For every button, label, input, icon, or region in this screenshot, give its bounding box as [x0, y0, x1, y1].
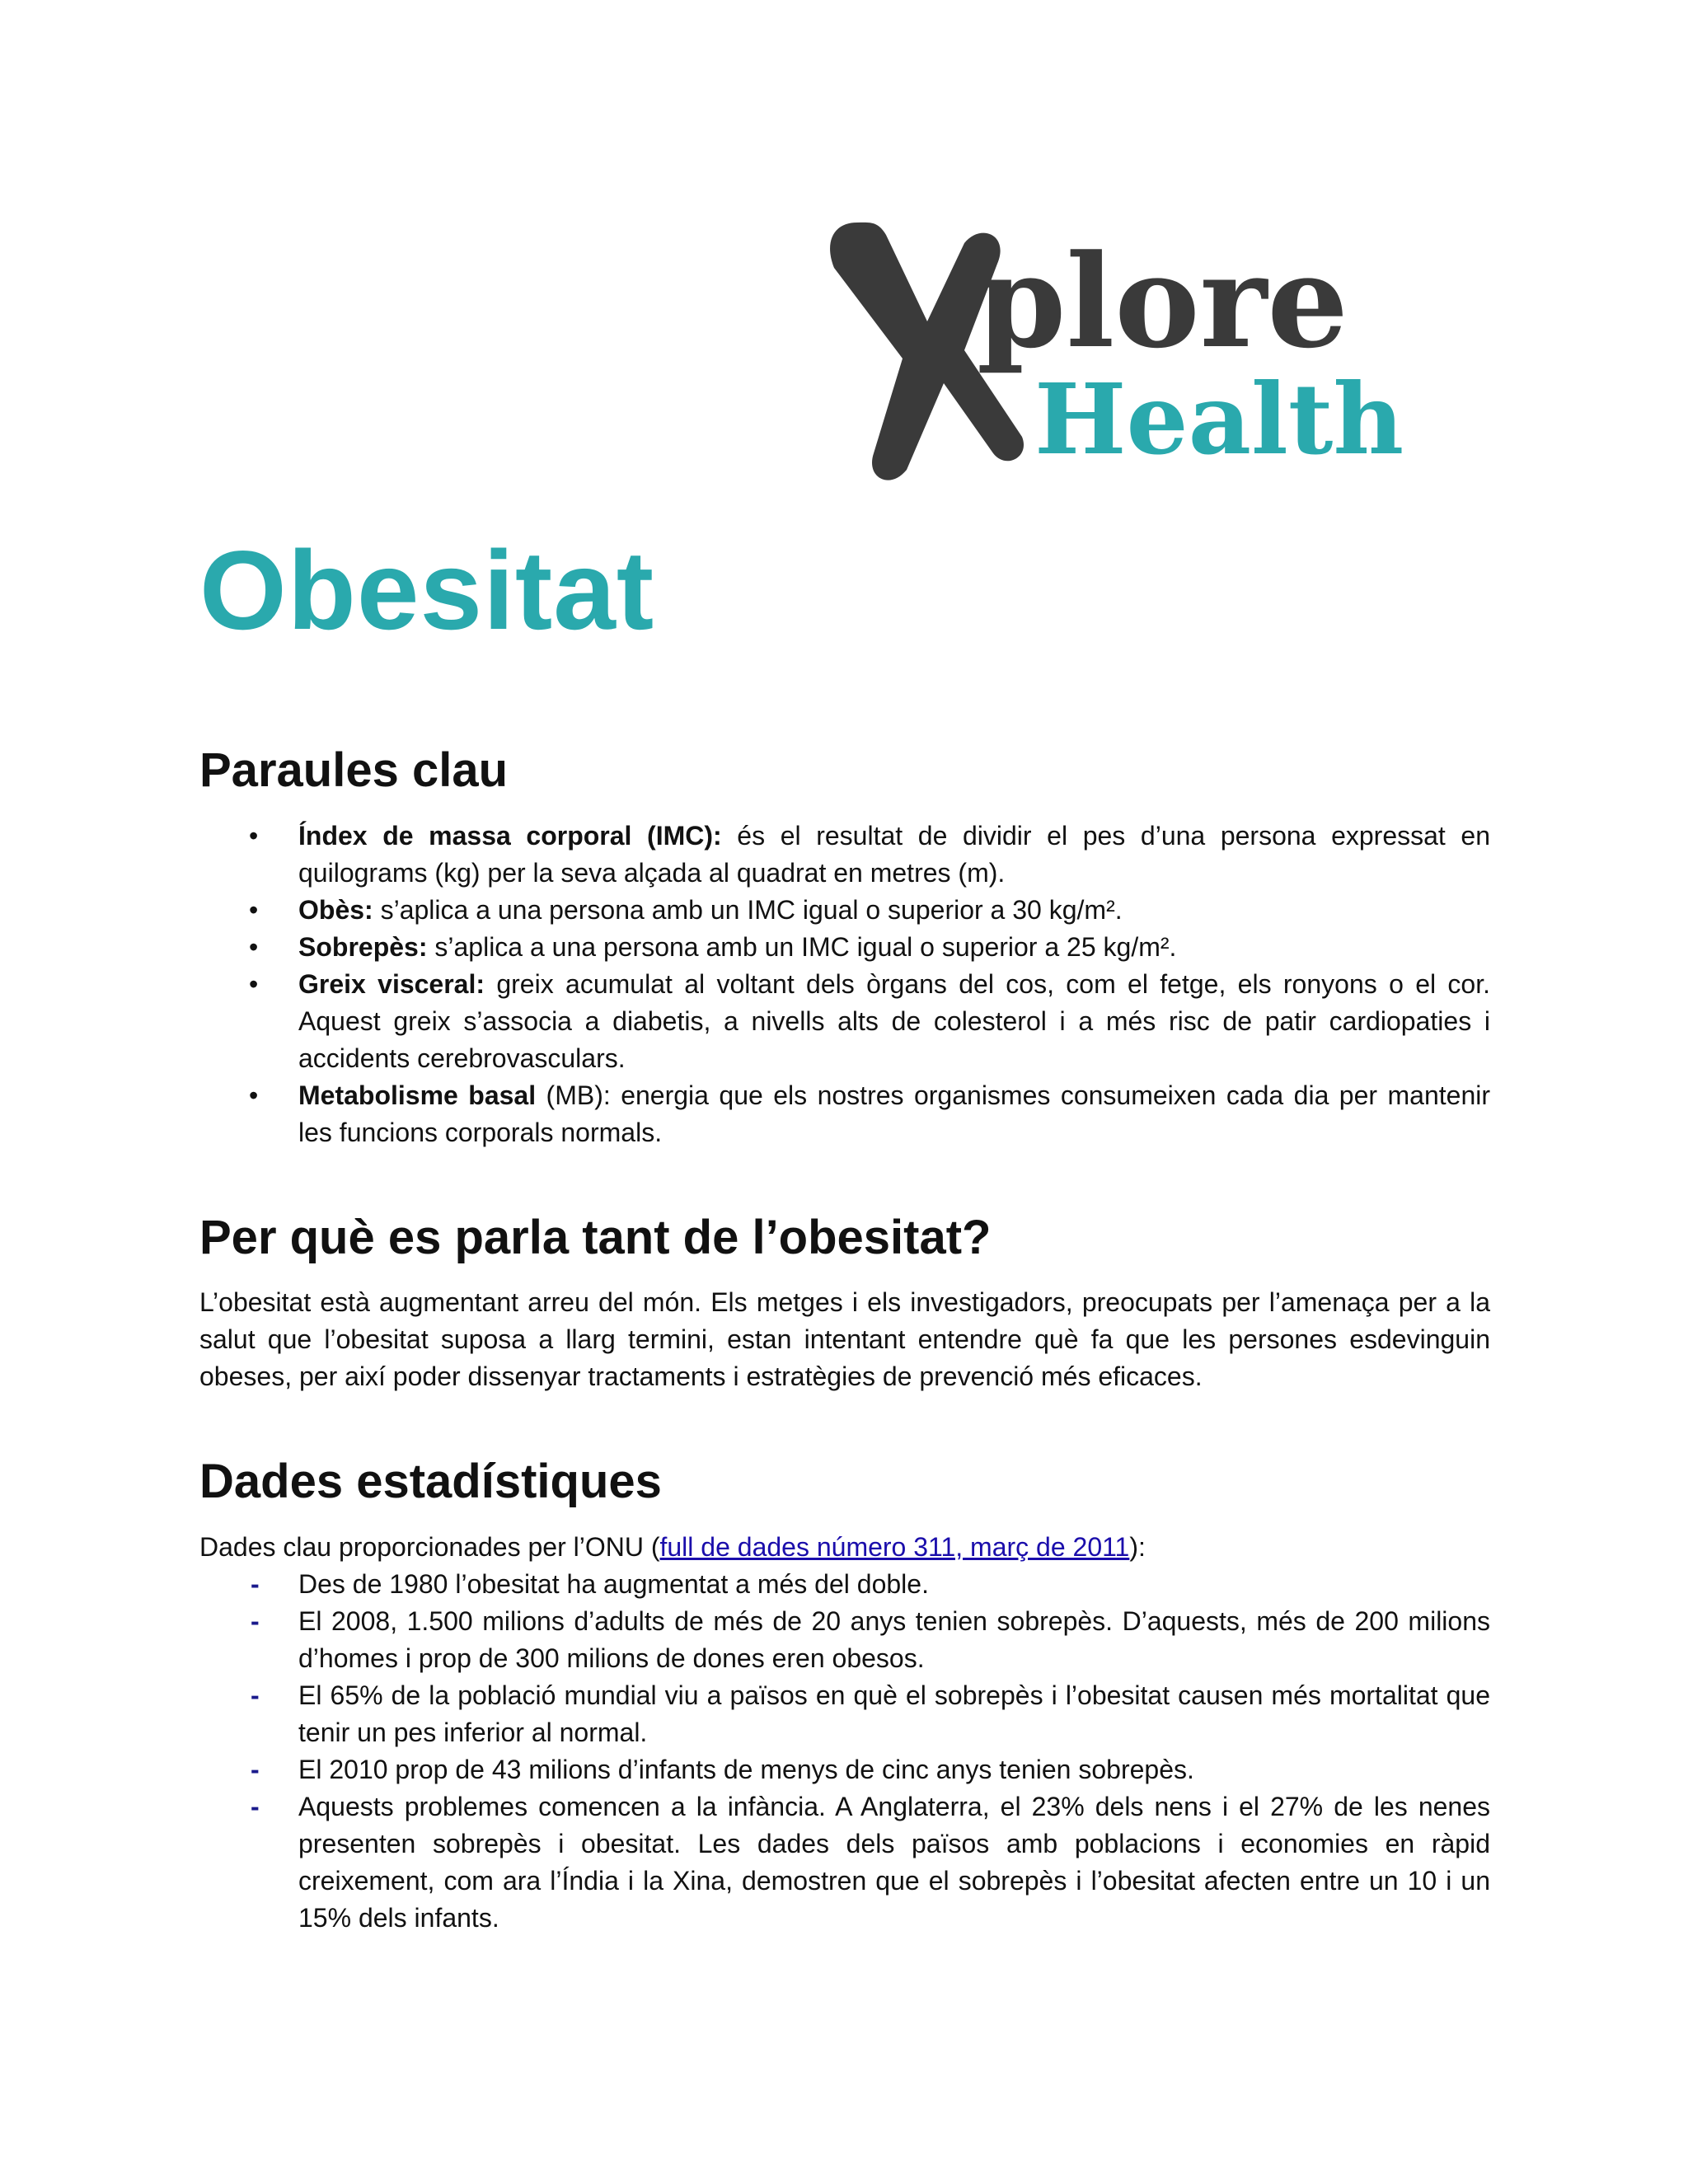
keyword-term: Obès:: [298, 894, 373, 925]
why-section: [199, 1209, 1490, 1396]
stats-item: - Des de 1980 l’obesitat ha augmentat a més del doble.: [199, 1566, 1490, 1603]
keyword-definition: s’aplica a una persona amb un IMC igual o superior a 30 kg/m².: [373, 894, 1123, 925]
un-factsheet-link[interactable]: full de dades número 311, març de 2011: [659, 1531, 1130, 1562]
keyword-definition: s’aplica a una persona amb un IMC igual o superior a 25 kg/m².: [427, 931, 1177, 962]
why-paragraph: L’obesitat està augmentant arreu del món. Els metges i els investigadors, preocupats per l’amenaça per a la salut que l’obesitat suposa a llarg termini, estan intentant entendre què fa que les persones esdevinguin obeses, per així poder dissenyar tractaments i estratègies de prevenció més eficaces.: [199, 1287, 1490, 1392]
stats-item: - Aquests problemes comencen a la infància. A Anglaterra, el 23% dels nens i el 27% de les nenes presenten sobrepès i obesitat. Les dades dels països amb poblacions i economies en ràpid creixement, com ara l’Índia i la Xina, demostren que el sobrepès i l’obesitat afecten entre un 10 i un 15% dels infants.: [199, 1788, 1490, 1937]
xplore-health-logo: [824, 206, 1467, 486]
stats-item: - El 2008, 1.500 milions d’adults de més de 20 anys tenien sobrepès. D’aquests, més de 200 milions d’homes i prop de 300 milions de dones eren obesos.: [199, 1603, 1490, 1677]
stats-section: [199, 1453, 1490, 1937]
stats-item: - El 65% de la població mundial viu a països en què el sobrepès i l’obesitat causen més mortalitat que tenir un pes inferior al normal.: [199, 1677, 1490, 1751]
keyword-item: [199, 929, 1490, 966]
stats-intro: [199, 1529, 1490, 1566]
why-heading: Per què es parla tant de l’obesitat?: [199, 1210, 992, 1264]
keywords-heading: Paraules clau: [199, 743, 508, 797]
keyword-item: [199, 892, 1490, 929]
keyword-item: [199, 966, 1490, 1077]
keyword-item: [199, 1077, 1490, 1151]
logo-graphic: [824, 206, 1467, 486]
logo-word-health: Health: [1034, 362, 1404, 476]
page-title: Obesitat: [199, 527, 655, 653]
logo-word-plore: plore: [977, 226, 1348, 377]
keyword-term: Greix visceral:: [298, 968, 485, 999]
keyword-term: Metabolisme basal: [298, 1080, 537, 1110]
keyword-term: Índex de massa corporal (IMC):: [298, 820, 722, 851]
stats-intro-text: Dades clau proporcionades per l’ONU (: [199, 1531, 660, 1562]
keyword-term: Sobrepès:: [298, 931, 428, 962]
keyword-definition: és el resultat de dividir el pes d’una persona expressat en quilograms (kg) per la seva alçada al quadrat en metres (m).: [298, 820, 1491, 888]
keywords-section: [199, 742, 1490, 1151]
keyword-definition: (MB): energia que els nostres organismes consumeixen cada dia per mantenir les funcions corporals normals.: [298, 1080, 1491, 1147]
stats-item: - El 2010 prop de 43 milions d’infants de menys de cinc anys tenien sobrepès.: [199, 1751, 1490, 1788]
stats-heading: Dades estadístiques: [199, 1455, 662, 1509]
keyword-item: [199, 818, 1490, 892]
stats-list: [199, 1566, 1490, 1937]
stats-intro-close: ):: [1129, 1531, 1146, 1562]
keyword-definition: greix acumulat al voltant dels òrgans del cos, com el fetge, els ronyons o el cor. Aquest greix s’associa a diabetis, a nivells alts de colesterol i a més risc de patir cardiopaties i accidents cerebrovasculars.: [298, 968, 1491, 1073]
document-body: [199, 742, 1490, 1937]
keywords-list: [199, 818, 1490, 1151]
